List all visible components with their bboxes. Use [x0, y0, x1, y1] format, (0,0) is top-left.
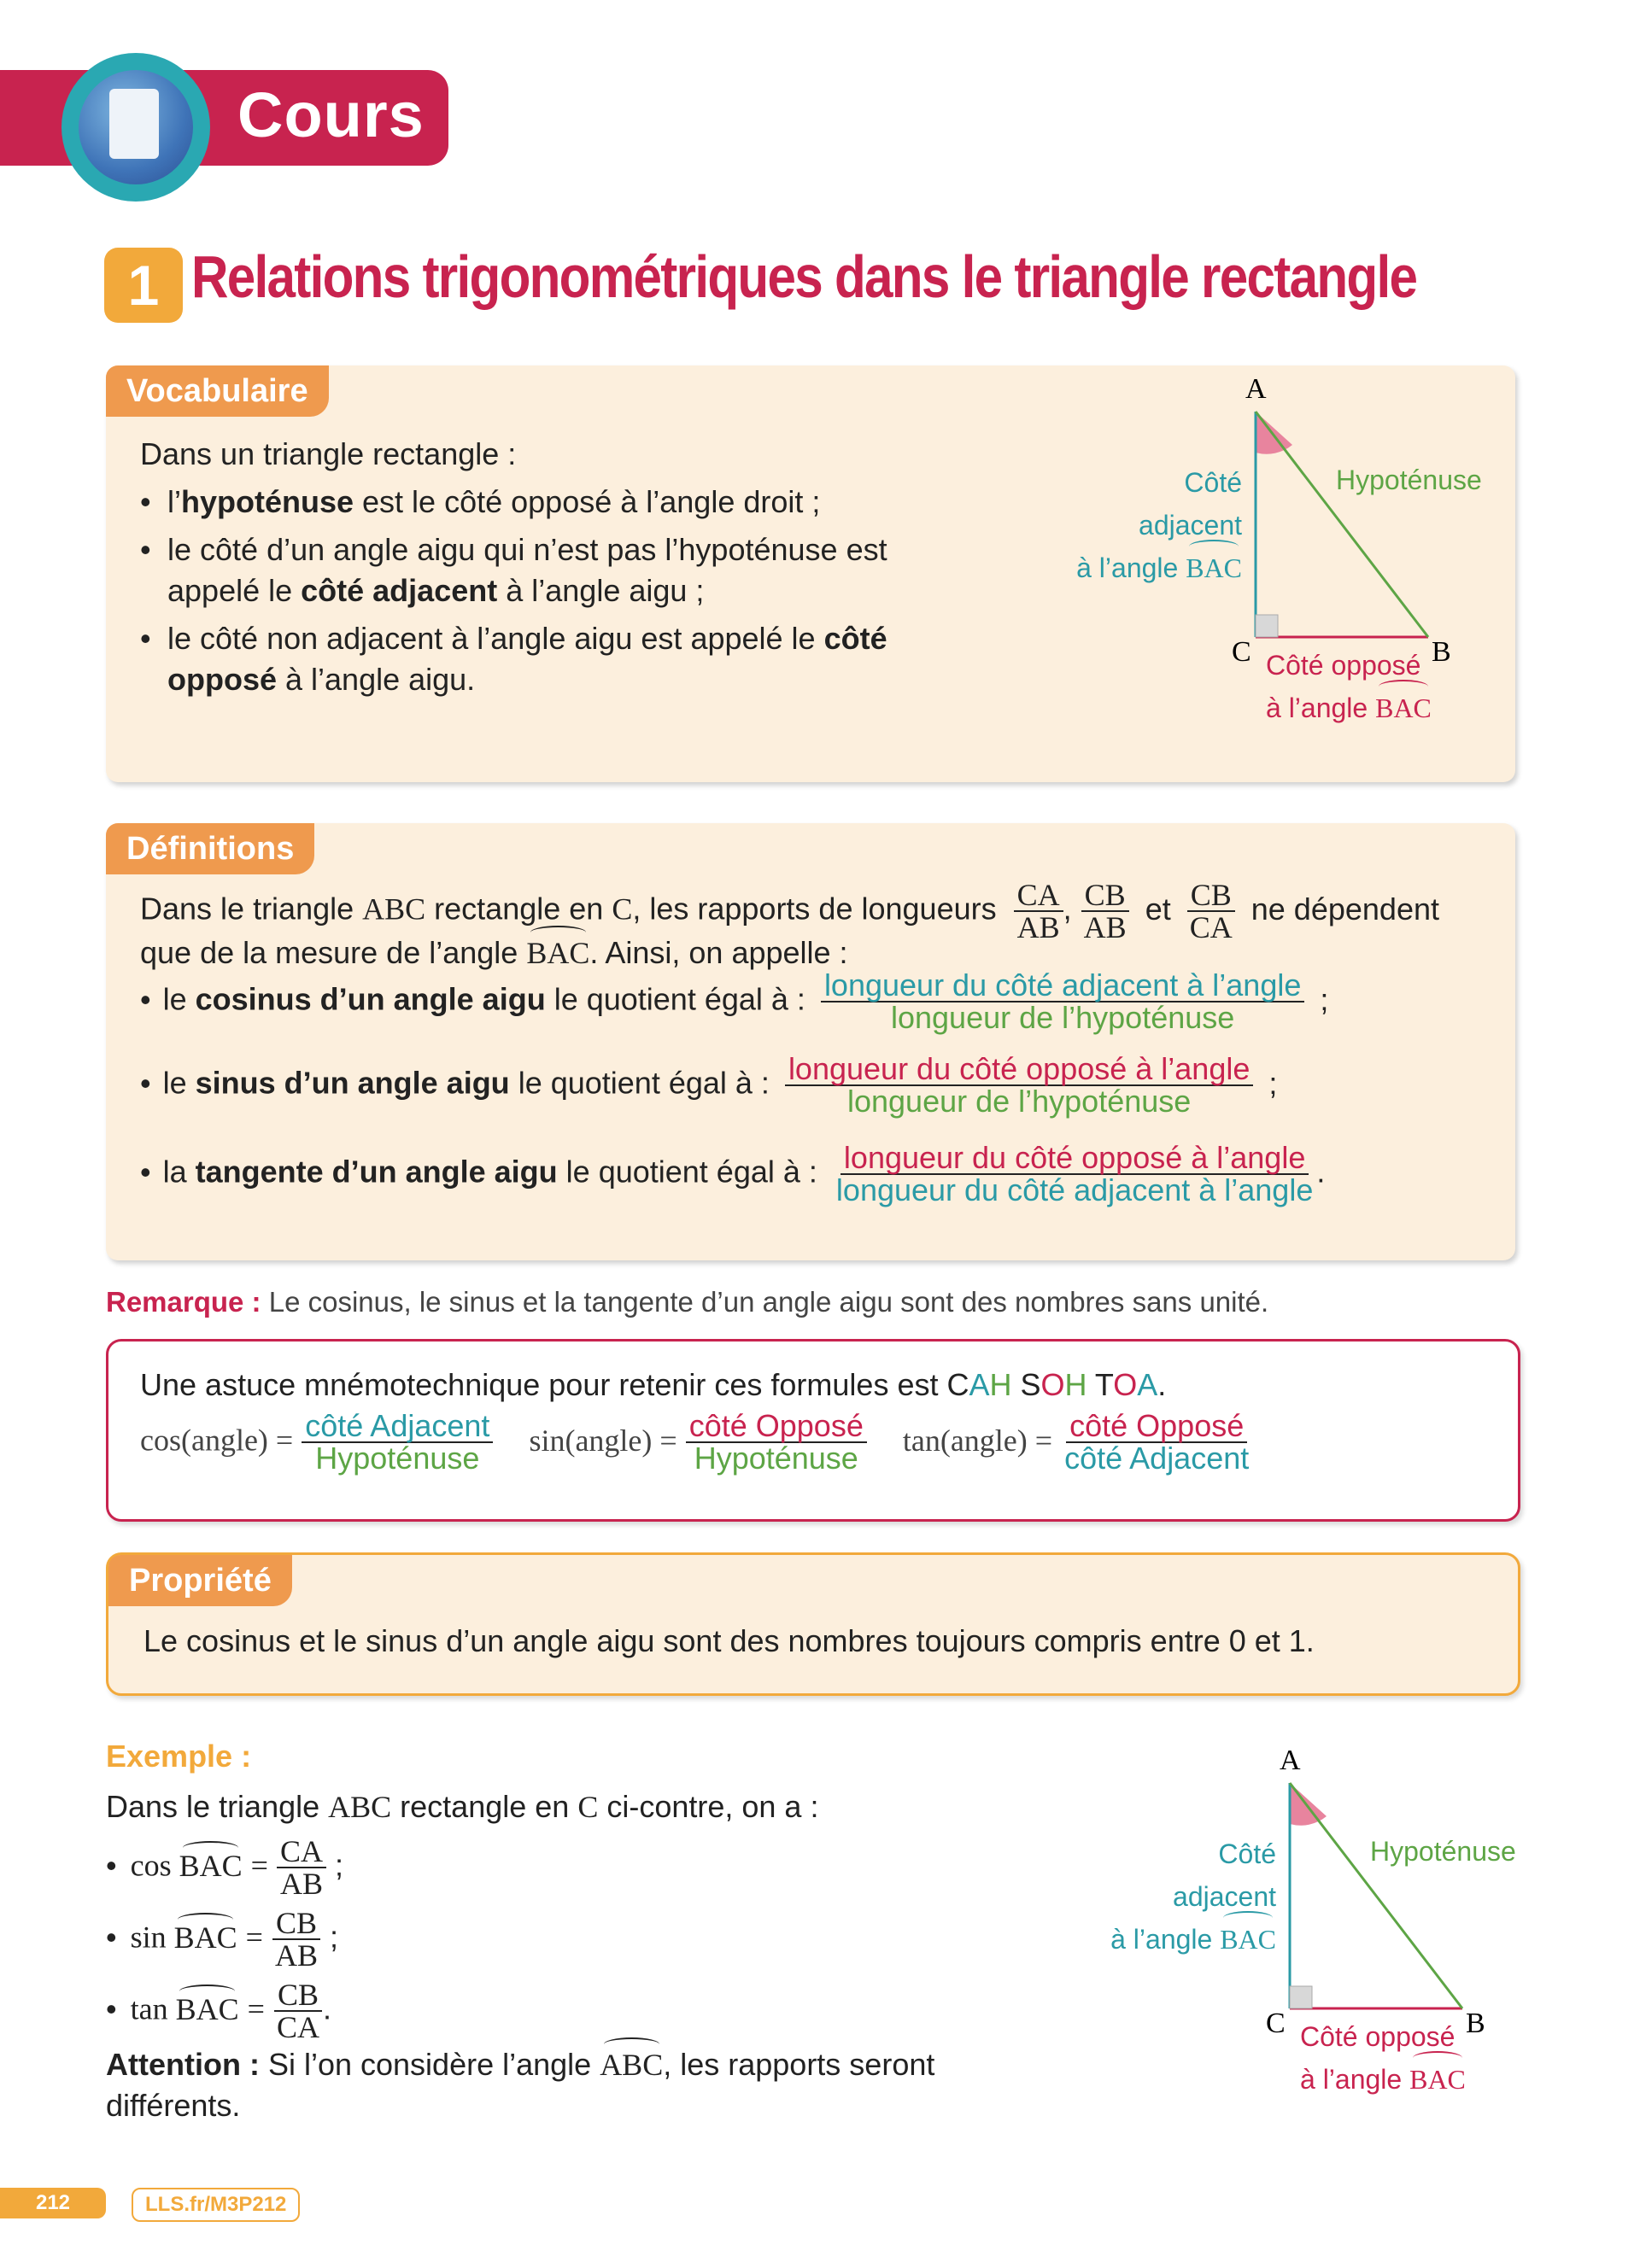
hypotenuse-label-1: Hypoténuse [1336, 465, 1482, 495]
hypotenuse-label-2: Hypoténuse [1370, 1836, 1516, 1867]
cosine-definition: • le cosinus d’un angle aigu le quotient égal à : $\frac{\text{longueur du côté adjacent à l’angle}}{\text{longueur de l’hypoténuse}}$ ; [140, 967, 1329, 1035]
example-sin: • sin BAC = $\frac{CB}{AB}$ ; [106, 1906, 339, 1973]
page-icon [109, 89, 159, 159]
example-tan: • tan BAC = $\frac{CB}{CA}$ . [106, 1978, 331, 2044]
opposite-label-1: Côté opposé à l’angle BAC [1266, 644, 1432, 729]
vertex-a-2: A [1280, 1745, 1301, 1776]
vertex-c: C [1232, 636, 1251, 668]
vocabulary-text [140, 434, 994, 700]
vertex-c-2: C [1266, 2008, 1286, 2039]
vocabulary-tag: Vocabulaire [106, 365, 329, 417]
vocab-bullet-3: • le côté non adjacent à l’angle aigu est appelé le côté opposé à l’angle aigu. [140, 621, 887, 697]
property-tag: Propriété [108, 1555, 292, 1606]
vocab-bullet-2: • le côté d’un angle aigu qui n’est pas l’hypoténuse est appelé le côté adjacent à l’angle aigu ; [140, 532, 887, 608]
vocab-bullet-1: • l’hypoténuse est le côté opposé à l’angle droit ; [140, 484, 821, 519]
section-title: Relations trigonométriques dans le triangle rectangle [191, 243, 1417, 310]
mnemonic-formulas: cos(angle) = $\frac{\text{côté Adjacent}}{\text{Hypoténuse}}$ sin(angle) = $\frac{\text{côté Opposé}}{\text{Hypoténuse}}$ tan(angle) = $\frac{\text{côté Opposé}}{\text{côté Adjacent}}$ [140, 1408, 1250, 1476]
property-text: Le cosinus et le sinus d’un angle aigu sont des nombres toujours compris entre 0 et 1. [144, 1623, 1315, 1658]
example-label: Exemple : [106, 1739, 252, 1774]
tangent-definition: • la tangente d’un angle aigu le quotient égal à : $\frac{\text{longueur du côté opposé à l’angle}}{\text{longueur du côté adjacent à l’angle}}$ . [140, 1140, 1326, 1207]
adjacent-label-1: Côté adjacent à l’angle BAC [1075, 461, 1242, 589]
header-title: Cours [237, 79, 425, 150]
page-number: 212 [0, 2188, 106, 2218]
adjacent-label-2: Côté adjacent à l’angle BAC [1109, 1833, 1276, 1961]
example-intro: Dans le triangle ABC rectangle en C ci-contre, on a : [106, 1789, 819, 1824]
vertex-a: A [1245, 373, 1267, 405]
vocab-intro: Dans un triangle rectangle : [140, 436, 517, 471]
attention-note: Attention : Si l’on considère l’angle ABC, les rapports seront différents. [106, 2044, 934, 2126]
section-number: 1 [104, 248, 183, 323]
vertex-b-2: B [1466, 2008, 1485, 2039]
definitions-line-1: Dans le triangle ABC rectangle en C, les rapports de longueurs $\frac{CA}{AB}$ , $\frac{CB}{AB}$ et $\frac{CB}{CA}$ ne dépendent [140, 878, 1439, 944]
definitions-line-2: que de la mesure de l’angle BAC. Ainsi, on appelle : [140, 932, 848, 973]
sine-definition: • le sinus d’un angle aigu le quotient égal à : $\frac{\text{longueur du côté opposé à l’angle}}{\text{longueur de l’hypoténuse}}$ ; [140, 1051, 1278, 1119]
mnemonic-intro: Une astuce mnémotechnique pour retenir ces formules est CAH SOH TOA. [140, 1367, 1167, 1402]
remark: Remarque : Le cosinus, le sinus et la tangente d’un angle aigu sont des nombres sans unité. [106, 1286, 1269, 1318]
resource-link[interactable]: LLS.fr/M3P212 [132, 2188, 300, 2222]
opposite-label-2: Côté opposé à l’angle BAC [1300, 2015, 1466, 2101]
definitions-tag: Définitions [106, 823, 314, 874]
vertex-b: B [1432, 636, 1451, 668]
example-cos: • cos BAC = $\frac{CA}{AB}$ ; [106, 1834, 344, 1901]
